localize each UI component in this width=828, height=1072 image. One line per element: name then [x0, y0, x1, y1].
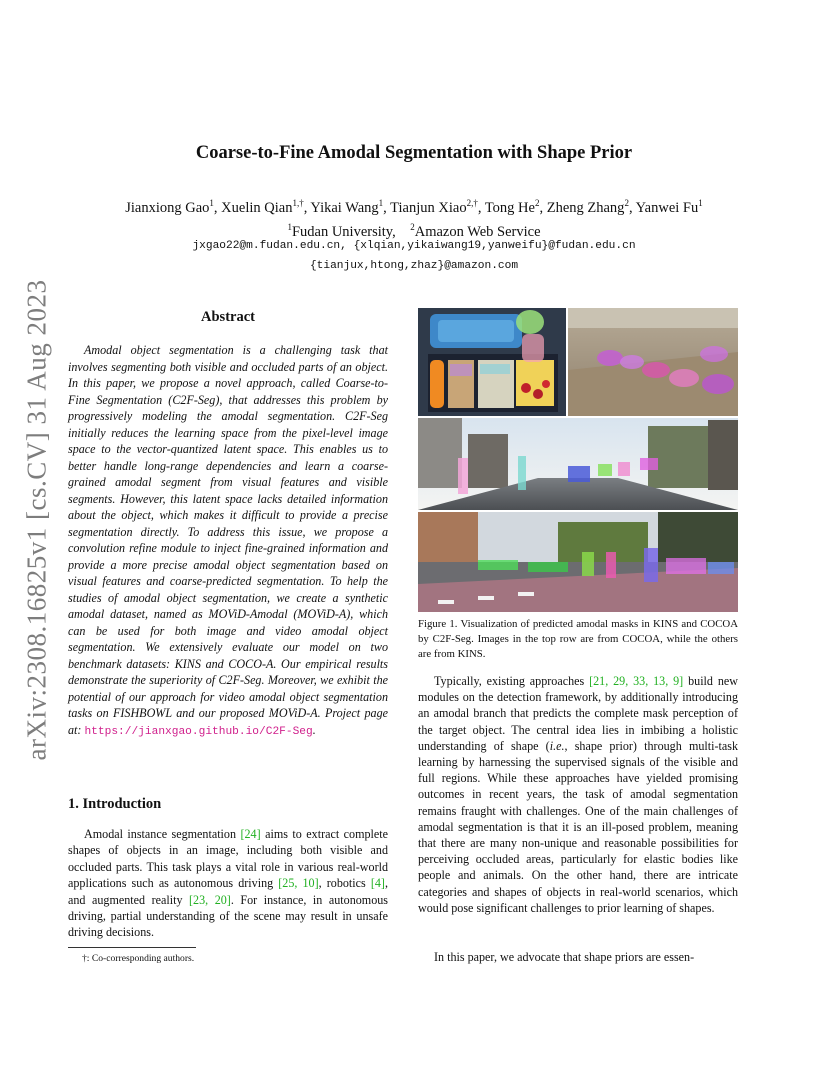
figure-1-caption: Figure 1. Visualization of predicted amodal masks in KINS and COCOA by C2F-Seg. Images in the top row are from COCOA, while the others are from KINS. — [418, 618, 738, 660]
affiliation-mark: 1 — [287, 221, 292, 232]
abstract-body: Amodal object segmentation is a challenging task that involves segmenting both visible and occluded parts of an object. In this paper, we propose a novel approach, called Coarse-to-Fine Segmentation (C2F-Seg), that addresses this problem by progressively modeling the amodal segmentation. C2F-Seg initially reduces the learning space from the pixel-level image space to the vector-quantized latent space. This enables us to better handle long-range dependencies and learn a coarse-grained amodal segment from visual features and visible segments. However, this latent space lacks detailed information about the object, which makes it difficult to provide a precise segmentation directly. To address this issue, we propose a convolution refine module to inject fine-grained information and provide a more precise amodal object segmentation based on visual features and coarse-predicted segmentation. To help the studies of amodal object segmentation, we create a synthetic amodal dataset, named as MOViD-Amodal (MOViD-A), which can be used for both image and video amodal object segmentation. We extensively evaluate our model on two benchmark datasets: KINS and COCO-A. Our empirical results demonstrate the superiority of C2F-Seg. Moreover, we exhibit the potential of our approach for video amodal object segmentation tasks on FISHBOWL and our proposed MOViD-A. Project page at: https://jianxgao.github.io/C2F-Seg. — [68, 343, 388, 738]
author-name: Zheng Zhang — [546, 199, 625, 216]
affiliation-mark: 2 — [410, 221, 415, 232]
affiliation-name: Fudan University, — [291, 223, 396, 240]
paragraph-text: build new modules on the detection framework, by additionally introducing an amodal branch that predicts the complete mask perception of the target object. The central idea lies in imbibing a holistic understanding of shape ( — [418, 674, 739, 753]
author-name: Yanwei Fu — [635, 199, 699, 216]
affiliation-name: Amazon Web Service — [414, 223, 541, 240]
author-affiliation-mark: 1,† — [292, 198, 304, 208]
author-affiliation-mark: 2,† — [466, 198, 478, 208]
road-scene-photo — [418, 512, 738, 612]
paper-title: Coarse-to-Fine Amodal Segmentation with Shape Prior — [195, 143, 633, 163]
email-block — [0, 236, 828, 276]
citation-link[interactable]: [23, 20] — [189, 892, 231, 907]
right-column-paragraph-2: In this paper, we advocate that shape priors are essen- — [434, 950, 695, 964]
paragraph-text: . For instance, in autonomous driving, partial understanding of the scene may result in unsafe driving decisions. — [68, 892, 388, 940]
arxiv-id: arXiv:2308.16825v1 [cs.CV] 31 Aug 2023 — [21, 279, 52, 761]
paragraph-text: Typically, existing approaches — [434, 674, 590, 688]
citation-link[interactable]: [4] — [370, 876, 385, 891]
section-heading-introduction: 1. Introduction — [68, 796, 162, 812]
authors-line: Jianxiong Gao$^1$, Xuelin Qian$^{1,\dagger}$, Yikai Wang$^1$, Tianjun Xiao$^{2,\dagger}$, Tong He$^2$, Zheng Zhang$^2$, Yanwei Fu$^1$ — [125, 198, 703, 216]
citation-link[interactable]: [24] — [240, 827, 261, 841]
email-line-2: {tianjux,htong,zhaz}@amazon.com — [309, 260, 519, 272]
author-affiliation-mark: 1 — [209, 198, 214, 208]
right-column-paragraph-1 — [418, 673, 738, 916]
email-line-1: jxgao22@m.fudan.edu.cn, {xlqian,yikaiwang19,yanweifu}@fudan.edu.cn — [192, 240, 636, 252]
elephants-photo — [568, 308, 738, 416]
author-affiliation-mark: 2 — [534, 198, 540, 208]
paragraph-text: , and augmented reality — [68, 876, 388, 907]
abstract-heading: Abstract — [201, 309, 255, 325]
project-page-link[interactable]: https://jianxgao.github.io/C2F-Seg — [84, 725, 313, 738]
author-affiliation-mark: 1 — [698, 198, 703, 208]
paragraph-text: Amodal instance segmentation — [84, 827, 241, 841]
city-street-photo — [418, 418, 738, 510]
figure-1-image-collage — [418, 308, 738, 612]
author-name: Jianxiong Gao — [125, 199, 210, 216]
author-affiliation-mark: 2 — [624, 198, 629, 208]
abstract-text: Amodal object segmentation is a challenging task that involves segmenting both visible and occluded parts of an object. In this paper, we propose a novel approach, called Coarse-to-Fine Segmentation (C2F-Seg), that addresses this problem by progressively modeling the amodal segmentation. C2F-Seg initially reduces the learning space from the pixel-level image space to the vector-quantized latent space. This enables us to better handle long-range dependencies and learn a coarse-grained amodal segment from visual features and visible segments. However, this latent space lacks detailed information about the object, which makes it difficult to provide a precise segmentation directly. To address this issue, we propose a convolution refine module to inject fine-grained information and provide a more precise amodal object segmentation based on visual features and coarse-predicted segmentation. To help the studies of amodal object segmentation, we create a synthetic amodal dataset, named as MOViD-Amodal (MOViD-A), which can be used for both image and video amodal object segmentation. We extensively evaluate our model on two benchmark datasets: KINS and COCO-A. Our empirical results demonstrate the superiority of C2F-Seg. Moreover, we exhibit the potential of our approach for video amodal object segmentation tasks on FISHBOWL and our proposed MOViD-A. Project page at: — [68, 343, 388, 737]
author-name: Xuelin Qian — [221, 199, 293, 216]
paragraph-text: , shape prior) through multi-task learning by harnessing the supervised signals of the visible and full regions. While these approaches have yielded promising outcomes in recent years, the task of amodal segmentation remains fraught with challenges. One of the main challenges of amodal segmentation is that it is an ill-posed problem, meaning that there are many non-unique and reasonable possibilities for perceiving occluded areas, particularly for elastic bodies like people and animals. On the other hand, there are intricate categories and shapes of objects in real-world scenarios, which would pose significant challenges to prior learning of shapes. — [418, 738, 738, 915]
arxiv-stamp — [12, 280, 62, 760]
lunchbox-photo — [418, 308, 566, 416]
paragraph-text: , robotics — [318, 876, 371, 891]
footnote-rule — [68, 947, 196, 948]
citation-link[interactable]: [25, 10] — [278, 876, 319, 891]
footnote: †: Co-corresponding authors. — [82, 953, 195, 964]
citation-link[interactable]: [21, 29, 33, 13, 9] — [589, 674, 684, 688]
paragraph-text: aims to extract complete shapes of objects in an image, including both visible and occluded parts. This task plays a vital role in various real-world applications such as autonomous driving — [68, 827, 388, 891]
author-name: Tong He — [484, 199, 535, 216]
paragraph-text: i.e. — [549, 738, 565, 753]
author-block — [0, 194, 828, 242]
author-name: Tianjun Xiao — [390, 199, 467, 216]
author-affiliation-mark: 1 — [378, 198, 384, 208]
introduction-paragraph — [68, 826, 388, 941]
author-name: Yikai Wang — [310, 199, 379, 216]
